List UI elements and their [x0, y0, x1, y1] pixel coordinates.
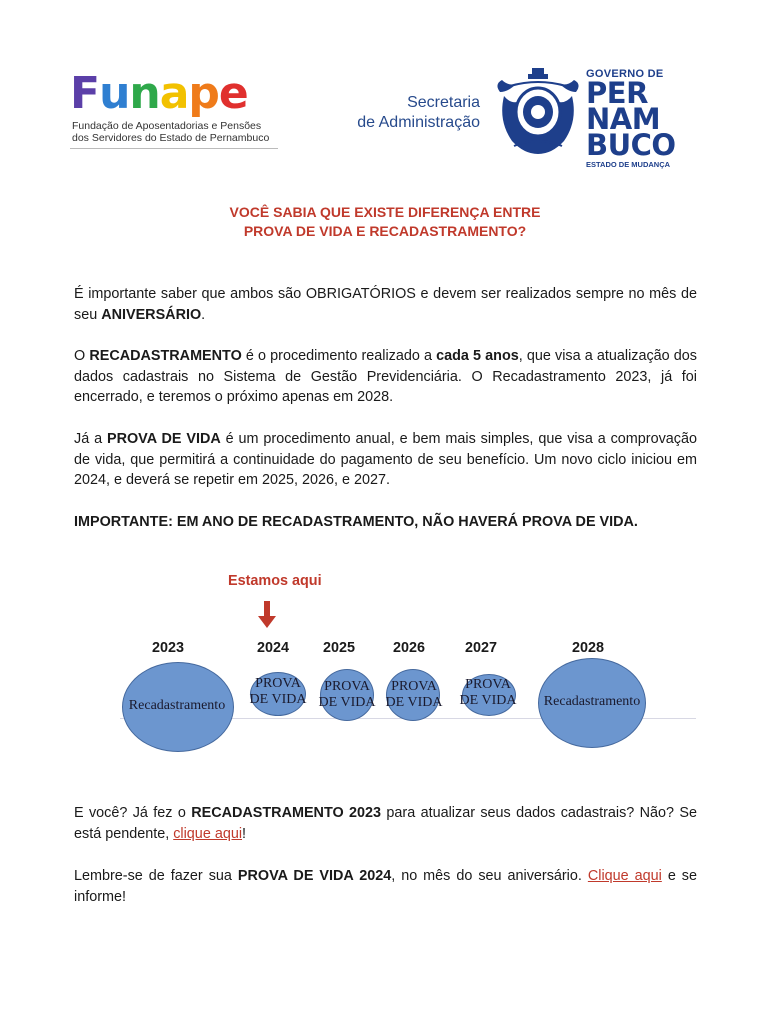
- p1-text-end: .: [201, 306, 206, 323]
- p2-text-mid: é o procedimento realizado a: [241, 348, 437, 364]
- gov-line-nam: NAM: [586, 102, 661, 136]
- p5-text: Lembre-se de fazer sua: [74, 868, 238, 884]
- p4-text: E você? Já fez o: [74, 805, 192, 821]
- funape-underline: [70, 148, 278, 149]
- p4-text-mid: para atualizar seus dados cadastrais? Não? Se está pendente,: [74, 805, 698, 842]
- year-2024: 2024: [257, 640, 290, 656]
- p5-text-end: e se informe!: [74, 868, 697, 905]
- p1-text: É importante saber que ambos são OBRIGATÓRIOS e devem ser realizados sempre no mês de seu: [74, 286, 697, 323]
- year-2027: 2027: [465, 640, 498, 656]
- gov-top-text: GOVERNO DE: [586, 68, 664, 80]
- title-line2: PROVA DE VIDA E RECADASTRAMENTO?: [243, 223, 527, 239]
- paragraph-recadastramento: [74, 346, 697, 408]
- funape-logo: [70, 68, 282, 149]
- year-2025: 2025: [323, 640, 356, 656]
- p2-bold-recad: RECADASTRAMENTO: [89, 348, 242, 364]
- current-year-marker-label: Estamos aqui: [228, 573, 322, 589]
- p4-text-end: !: [242, 825, 247, 842]
- label-2023: Recadastramento: [128, 698, 226, 713]
- funape-subtitle-line1: Fundação de Aposentadorias e Pensões: [72, 120, 262, 132]
- p3-text: Já a: [74, 431, 107, 447]
- funape-wordmark: [70, 68, 282, 119]
- funape-letter: n: [129, 68, 160, 119]
- clique-aqui-recadastramento-link[interactable]: clique aqui: [173, 825, 243, 842]
- funape-letter: p: [188, 68, 219, 119]
- year-2028: 2028: [572, 640, 605, 656]
- secretaria-line1: Secretaria: [407, 94, 480, 111]
- paragraph-recadastramento-cta: [74, 803, 697, 844]
- year-2023: 2023: [152, 640, 185, 656]
- funape-letter: a: [159, 68, 189, 119]
- funape-subtitle: [70, 120, 282, 144]
- funape-subtitle-line2: dos Servidores do Estado de Pernambuco: [72, 132, 270, 144]
- p2-bold-5anos: cada 5 anos: [436, 348, 519, 364]
- paragraph-prova-de-vida: [74, 429, 697, 491]
- label-2028: Recadastramento: [543, 694, 641, 709]
- funape-letter: e: [218, 68, 248, 119]
- label-2026: PROVA DE VIDA: [385, 679, 443, 710]
- secretaria-label: [330, 93, 480, 133]
- p3-text-end: é um procedimento anual, e bem mais simples, que visa a comprovação de vida, que permitirá a continuidade do pagamento de seu benefício. Um novo ciclo iniciou em 2024, e deverá se repetir em 2025, 2026, e 2027.: [74, 431, 697, 488]
- timeline: [110, 570, 700, 790]
- p5-bold: PROVA DE VIDA 2024: [237, 868, 392, 884]
- clique-aqui-prova-de-vida-link[interactable]: Clique aqui: [587, 868, 662, 884]
- label-2024: PROVA DE VIDA: [249, 676, 307, 707]
- governo-pernambuco-logo: [586, 68, 701, 169]
- paragraph-prova-de-vida-cta: [74, 866, 697, 907]
- important-note: IMPORTANTE: EM ANO DE RECADASTRAMENTO, NÃO HAVERÁ PROVA DE VIDA.: [74, 514, 638, 530]
- paragraph-importante: [74, 284, 697, 325]
- secretaria-line2: de Administração: [357, 114, 480, 131]
- gov-line-per: PER: [586, 76, 648, 110]
- p2-text-end: , que visa a atualização dos dados cadastrais no Sistema de Gestão Previdenciária. O Recadastramento 2023, já foi encerrado, e teremos o próximo apenas em 2028.: [74, 348, 697, 405]
- label-2027: PROVA DE VIDA: [459, 677, 517, 708]
- pernambuco-coat-of-arms-icon: [494, 66, 582, 156]
- title-line1: VOCÊ SABIA QUE EXISTE DIFERENÇA ENTRE: [229, 204, 541, 220]
- year-2026: 2026: [393, 640, 426, 656]
- p4-bold: RECADASTRAMENTO 2023: [191, 805, 382, 821]
- gov-line-buco: BUCO: [586, 128, 676, 162]
- p1-bold: ANIVERSÁRIO: [101, 306, 202, 323]
- down-arrow-head-icon: [258, 616, 276, 628]
- label-2025: PROVA DE VIDA: [318, 679, 376, 710]
- p3-bold: PROVA DE VIDA: [107, 431, 221, 447]
- funape-letter: F: [70, 68, 100, 119]
- gov-bottom-text: ESTADO DE MUDANÇA: [586, 160, 671, 169]
- funape-letter: u: [99, 68, 130, 119]
- page-title: [0, 203, 770, 241]
- p5-text-mid: , no mês do seu aniversário.: [391, 868, 588, 884]
- p2-text: O: [74, 348, 90, 364]
